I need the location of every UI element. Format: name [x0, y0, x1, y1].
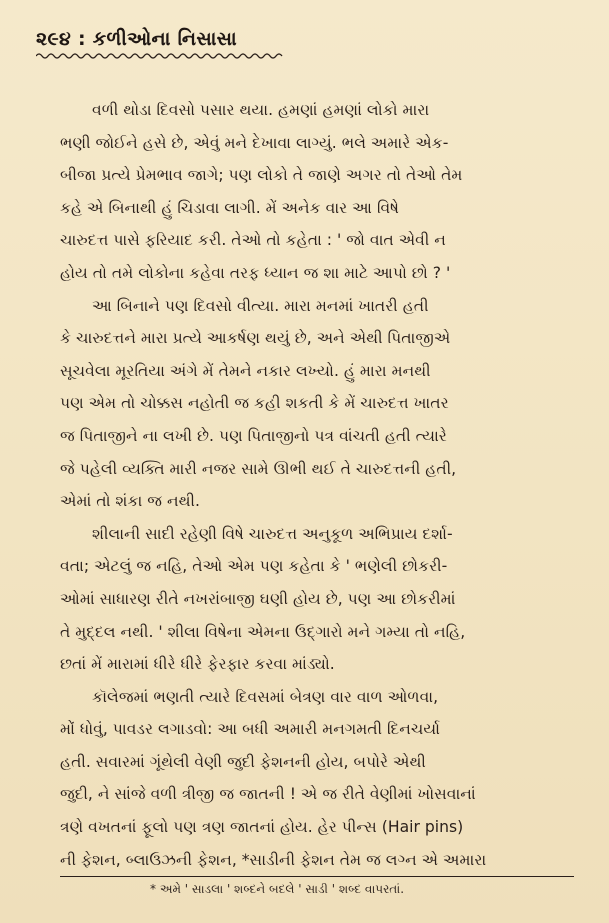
text-line: જ પિતાજીને ના લખી છે. પણ પિતાજીનો પત્ર વાંચતી હતી ત્યારે — [60, 426, 447, 445]
paragraph-4 — [60, 681, 580, 877]
text-line: વતા; એટલું જ નહિ, તેઓ એમ પણ કહેતા કે ' ભણેલી છોકરી- — [60, 557, 448, 576]
paragraph-1 — [60, 94, 580, 290]
paragraph-3 — [60, 518, 580, 681]
footnote-divider — [60, 876, 574, 877]
paragraph-2 — [60, 290, 580, 518]
text-line: તે મુદ્દલ નથી. ' શીલા વિષેના એમના ઉદ્ગારો મને ગમ્યા તો નહિ, — [60, 622, 466, 641]
body-text — [60, 94, 580, 876]
text-line: કે ચારુદત્તને મારા પ્રત્યે આકર્ષણ થયું છે, અને એથી પિતાજીએ — [60, 329, 451, 348]
text-line: સૂચવેલા મૂરતિયા અંગે મેં તેમને નકાર લખ્યો. હું મારા મનથી — [60, 361, 431, 380]
text-line: કૉલેજમાં ભણતી ત્યારે દિવસમાં બેત્રણ વાર વાળ ઓળવા, — [92, 687, 439, 706]
text-line: વળી થોડા દિવસો પસાર થયા. હમણાં હમણાં લોકો મારા — [92, 101, 430, 119]
text-line: શીલાની સાદી રહેણી વિષે ચારુદત્ત અનુકૂળ અભિપ્રાય દર્શા- — [92, 524, 453, 543]
text-line: હતી. સવારમાં ગૂંથેલી વેણી જુદી ફેશનની હોય, બપોરે એથી — [60, 752, 426, 771]
text-line: જે પહેલી વ્યક્તિ મારી નજર સામે ઊભી થઈ તે ચારુદત્તની હતી, — [60, 459, 457, 478]
page-header — [36, 28, 296, 60]
text-line: ઓમાં સાધારણ રીતે નખરાંબાજી ઘણી હોય છે, પણ આ છોકરીમાં — [60, 589, 456, 608]
text-line: ની ફેશન, બ્લાઉઝની ફેશન, *સાડીની ફેશન તેમ જ લગ્ન એ અમારા — [60, 850, 487, 869]
wavy-underline-ornament — [36, 52, 286, 60]
text-line: મોં ધોવું, પાવડર લગાડવો: આ બધી અમારી મનગમતી દિનચર્યા — [60, 720, 440, 739]
text-line: એમાં તો શંકા જ નથી. — [60, 492, 200, 511]
text-line: બીજા પ્રત્યે પ્રેમભાવ જાગે; પણ લોકો તે જાણે અગર તો તેઓ તેમ — [60, 166, 463, 185]
text-line: ચારુદત્ત પાસે ફરિયાદ કરી. તેઓ તો કહેતા : ' જો વાત એવી ન — [60, 231, 446, 250]
text-line: ભણી જોઈને હસે છે, એવું મને દેખાવા લાગ્યું. ભલે અમારે એક- — [60, 133, 449, 152]
text-line: કહે એ બિનાથી હું ચિડાવા લાગી. મેં અનેક વાર આ વિષે — [60, 198, 399, 217]
text-line: જુદી, ને સાંજે વળી ત્રીજી જ જાતની ! એ જ રીતે વેણીમાં ખોસવાનાં — [60, 785, 476, 804]
text-line: છતાં મેં મારામાં ધીરે ધીરે ફેરફાર કરવા માંડ્યો. — [60, 655, 335, 674]
text-line: પણ એમ તો ચોક્કસ નહોતી જ કહી શકતી કે મેં ચારુદત્ત ખાતર — [60, 394, 449, 413]
text-line: આ બિનાને પણ દિવસો વીત્યા. મારા મનમાં ખાતરી હતી — [92, 296, 429, 315]
text-line: ત્રણે વખતનાં ફૂલો પણ ત્રણ જાતનાં હોય. હેર પીન્સ (Hair pins) — [60, 818, 464, 837]
footnote: * અમે ' સાડલા ' શબ્દને બદલે ' સાડી ' શબ્દ વાપરતાં. — [150, 882, 405, 896]
text-line: હોય તો તમે લોકોના કહેવા તરફ ધ્યાન જ શા માટે આપો છો ? ' — [60, 263, 451, 282]
running-head: ૨૯૪ : કળીઓના નિસાસા — [36, 28, 238, 50]
